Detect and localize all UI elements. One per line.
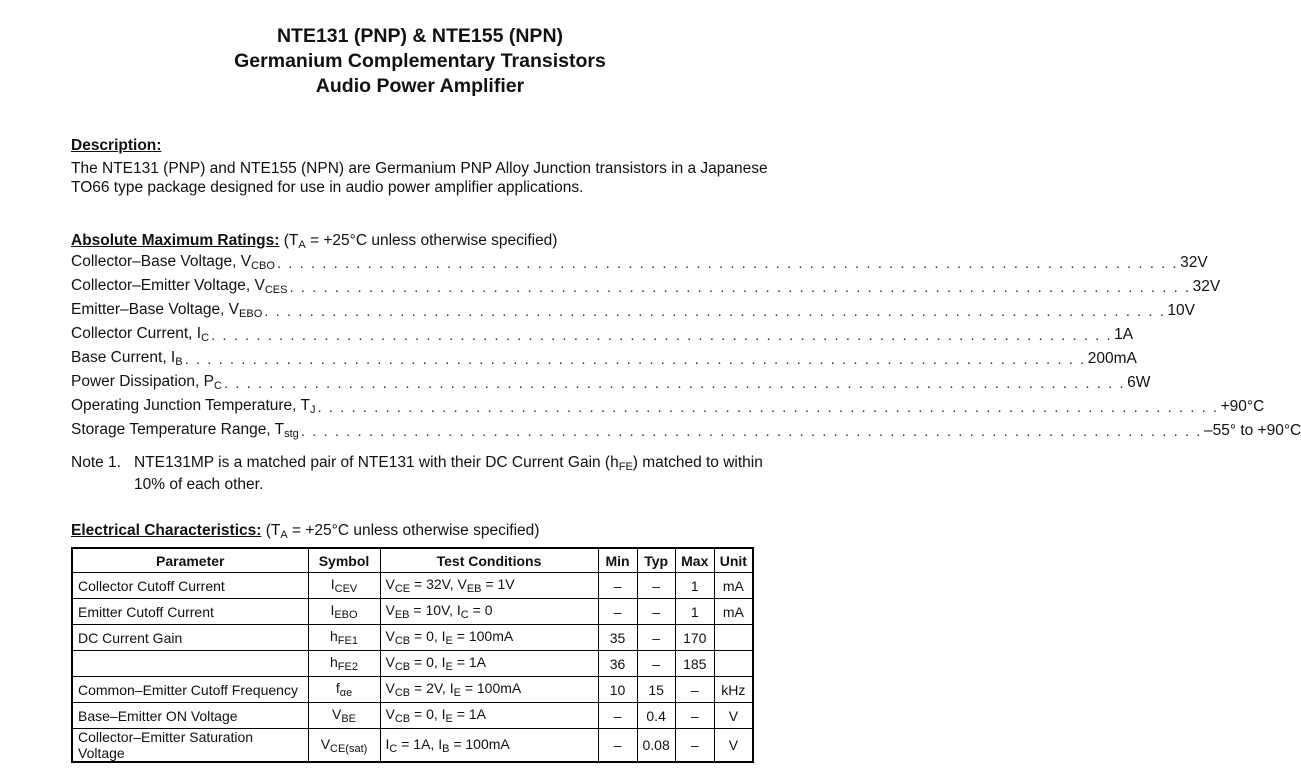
condition-value: = 0, — [410, 628, 442, 644]
rating-label-sub: CBO — [251, 260, 275, 272]
rating-label — [71, 349, 183, 368]
table-row — [72, 573, 753, 599]
rating-label — [71, 421, 299, 440]
leader-dots: . . . . . . . . . . . . . . . . . . . . . . . . . . . . . . . . . . . . . . . . . . . . . . . . . . . . . . . . . . . . . . . . . . . . . . . . . . . . . . . . — [289, 279, 1191, 296]
unit-cell: V — [714, 703, 753, 729]
parameter-cell: Common–Emitter Cutoff Frequency — [72, 677, 308, 703]
typ-cell: – — [637, 625, 675, 651]
column-header: Unit — [714, 548, 753, 573]
rating-label — [71, 277, 287, 296]
rating-label — [71, 253, 275, 272]
rating-label-text: Emitter–Base Voltage, V — [71, 301, 240, 318]
condition-value: = 0, — [410, 706, 442, 722]
rating-label — [71, 397, 315, 416]
rating-row — [71, 346, 1137, 368]
rating-value: –55° to +90°C — [1203, 422, 1301, 439]
rating-row — [71, 250, 1208, 272]
table-row — [72, 729, 753, 763]
typ-cell: – — [637, 573, 675, 599]
rating-row — [71, 274, 1221, 296]
symbol-cell — [308, 599, 380, 625]
condition-sub: CB — [394, 687, 411, 699]
electrical-heading: Electrical Characteristics: — [71, 522, 262, 539]
condition-sub: EB — [466, 583, 482, 595]
leader-dots: . . . . . . . . . . . . . . . . . . . . . . . . . . . . . . . . . . . . . . . . . . . . . . . . . . . . . . . . . . . . . . . . . . . . . . . . . . . . . . . . — [317, 399, 1219, 416]
leader-dots: . . . . . . . . . . . . . . . . . . . . . . . . . . . . . . . . . . . . . . . . . . . . . . . . . . . . . . . . . . . . . . . . . . . . . . . . . . . . . . . . — [300, 423, 1202, 440]
table-row — [72, 677, 753, 703]
unit-cell: V — [714, 729, 753, 763]
note-number: Note 1. — [71, 454, 121, 471]
min-cell: 36 — [598, 651, 637, 677]
condition-sub: E — [445, 635, 453, 647]
condition-value: = 1A — [452, 654, 486, 670]
condition-symbol: V — [385, 628, 395, 644]
leader-dots: . . . . . . . . . . . . . . . . . . . . . . . . . . . . . . . . . . . . . . . . . . . . . . . . . . . . . . . . . . . . . . . . . . . . . . . . . . . . . . . . — [276, 255, 1179, 272]
symbol-cell — [308, 729, 380, 763]
test-conditions-cell — [380, 703, 598, 729]
title-line-2: Germanium Complementary Transistors — [234, 50, 606, 72]
min-cell: 10 — [598, 677, 637, 703]
rating-label-text: Collector–Base Voltage, V — [71, 253, 252, 270]
table-row — [72, 599, 753, 625]
rating-value: 200mA — [1087, 350, 1137, 367]
column-header: Typ — [637, 548, 675, 573]
symbol-text: I — [330, 602, 335, 618]
ratings-header — [71, 232, 557, 251]
symbol-text: h — [330, 628, 338, 644]
min-cell: – — [598, 703, 637, 729]
max-cell: 170 — [675, 625, 714, 651]
symbol-text: V — [331, 706, 342, 722]
rating-label-sub: J — [309, 404, 316, 416]
condition-value: = 1A — [452, 706, 486, 722]
title-line-1: NTE131 (PNP) & NTE155 (NPN) — [276, 25, 564, 47]
condition-sub: C — [389, 742, 398, 755]
rating-label-text: Operating Junction Temperature, T — [71, 397, 310, 414]
condition-symbol: V — [385, 576, 395, 592]
test-conditions-cell — [380, 625, 598, 651]
symbol-text: V — [320, 735, 331, 752]
condition-symbol: I — [449, 680, 454, 696]
symbol-sub: αe — [339, 687, 353, 699]
table-row — [72, 651, 753, 677]
condition-symbol: V — [385, 602, 395, 618]
column-header: Test Conditions — [380, 548, 598, 573]
condition-sub: B — [442, 742, 450, 755]
leader-dots: . . . . . . . . . . . . . . . . . . . . . . . . . . . . . . . . . . . . . . . . . . . . . . . . . . . . . . . . . . . . . . . . . . . . . . . . . . . . . . . . — [223, 375, 1126, 392]
parameter-cell: Collector–Emitter Saturation Voltage — [72, 729, 308, 763]
rating-value: 10V — [1167, 302, 1195, 319]
condition-symbol: V — [385, 706, 395, 722]
condition-sub: E — [453, 687, 461, 699]
typ-cell: 0.4 — [637, 703, 675, 729]
ratings-heading: Absolute Maximum Ratings: — [71, 232, 280, 249]
condition-symbol: V — [457, 576, 467, 592]
rating-label-sub: EBO — [239, 308, 263, 320]
test-conditions-cell — [380, 573, 598, 599]
rating-value: 32V — [1192, 278, 1221, 295]
rating-label — [71, 301, 262, 320]
min-cell: – — [598, 599, 637, 625]
symbol-cell — [308, 677, 380, 703]
max-cell: – — [675, 729, 714, 763]
condition-sub: E — [445, 713, 453, 725]
rating-label-text: Storage Temperature Range, T — [71, 421, 285, 438]
rating-value: +90°C — [1220, 398, 1265, 415]
typ-cell: 0.08 — [637, 729, 675, 763]
column-header: Max — [675, 548, 714, 573]
table-row — [72, 703, 753, 729]
unit-cell — [714, 651, 753, 677]
symbol-sub: FE2 — [337, 661, 358, 673]
symbol-sub: EBO — [334, 609, 358, 621]
condition-value: = 100mA — [460, 680, 522, 696]
condition-value: = 1A, — [397, 735, 439, 752]
max-cell: – — [675, 703, 714, 729]
note-text: NTE131MP is a matched pair of NTE131 with their DC Current Gain $(h_{FE})$ matched to within 10% of each other. — [134, 454, 763, 493]
condition-symbol: I — [441, 654, 446, 670]
condition-value: = 100mA — [452, 628, 514, 644]
test-conditions-cell — [380, 599, 598, 625]
column-header: Symbol — [308, 548, 380, 573]
leader-dots: . . . . . . . . . . . . . . . . . . . . . . . . . . . . . . . . . . . . . . . . . . . . . . . . . . . . . . . . . . . . . . . . . . . . . . . . . . . . . . . . — [264, 303, 1166, 320]
rating-label — [71, 325, 209, 344]
leader-dots: . . . . . . . . . . . . . . . . . . . . . . . . . . . . . . . . . . . . . . . . . . . . . . . . . . . . . . . . . . . . . . . . . . . . . . . . . . . . . . . . — [211, 327, 1113, 344]
description-heading: Description: — [71, 137, 162, 154]
rating-label — [71, 373, 222, 392]
max-cell: 1 — [675, 599, 714, 625]
max-cell: – — [675, 677, 714, 703]
symbol-sub: BE — [341, 713, 357, 725]
condition-sub: C — [460, 609, 469, 621]
test-conditions-cell — [380, 729, 598, 763]
condition-value: = 0 — [468, 602, 493, 618]
unit-cell — [714, 625, 753, 651]
rating-label-text: Power Dissipation, P — [71, 373, 215, 390]
rating-value: 6W — [1127, 374, 1151, 391]
min-cell: – — [598, 573, 637, 599]
test-conditions-cell — [380, 677, 598, 703]
condition-sub: CE — [394, 583, 411, 595]
symbol-cell — [308, 573, 380, 599]
electrical-condition: ($T_A = +25^\circ C$ unless otherwise specified) — [265, 522, 540, 541]
description-text: The NTE131 (PNP) and NTE155 (NPN) are Germanium PNP Alloy Junction transistors in a Japanese TO66 type package designed for use in audio power amplifier applications. — [71, 160, 768, 196]
electrical-characteristics-table — [71, 547, 754, 763]
max-cell: 1 — [675, 573, 714, 599]
rating-row — [71, 298, 1195, 320]
column-header: Min — [598, 548, 637, 573]
leader-dots: . . . . . . . . . . . . . . . . . . . . . . . . . . . . . . . . . . . . . . . . . . . . . . . . . . . . . . . . . . . . . . . . . . . . . . . . . . . . . . . . — [184, 351, 1086, 368]
electrical-header — [71, 522, 539, 541]
symbol-text: f — [335, 680, 340, 696]
rating-label-text: Collector Current, I — [71, 325, 202, 342]
symbol-sub: CEV — [334, 583, 358, 595]
parameter-cell: DC Current Gain — [72, 625, 308, 651]
rating-label-sub: B — [175, 356, 183, 368]
symbol-cell — [308, 651, 380, 677]
condition-value: = 1V — [481, 576, 515, 592]
symbol-cell — [308, 625, 380, 651]
condition-symbol: V — [385, 680, 395, 696]
symbol-text: h — [330, 654, 338, 670]
test-conditions-cell — [380, 651, 598, 677]
condition-symbol: V — [385, 654, 395, 670]
ratings-condition: ($T_A = +25^\circ C$ unless otherwise specified) — [283, 232, 558, 251]
parameter-cell — [72, 651, 308, 677]
rating-label-text: Base Current, I — [71, 349, 176, 366]
rating-label-sub: C — [214, 380, 222, 392]
parameter-cell: Emitter Cutoff Current — [72, 599, 308, 625]
min-cell: – — [598, 729, 637, 763]
unit-cell: mA — [714, 599, 753, 625]
table-header-row — [72, 548, 753, 573]
typ-cell: – — [637, 599, 675, 625]
condition-value: = 32V, — [410, 576, 458, 592]
condition-sub: E — [445, 661, 453, 673]
rating-value: 32V — [1180, 254, 1208, 271]
condition-symbol: I — [441, 706, 446, 722]
condition-symbol: I — [441, 628, 446, 644]
condition-symbol: I — [385, 735, 390, 752]
condition-symbol: I — [456, 602, 461, 618]
title-line-3: Audio Power Amplifier — [315, 75, 525, 97]
condition-sub: EB — [394, 609, 410, 621]
condition-value: = 10V, — [409, 602, 457, 618]
symbol-sub: CE(sat) — [330, 742, 368, 755]
rating-label-sub: CES — [264, 284, 288, 296]
parameter-cell: Collector Cutoff Current — [72, 573, 308, 599]
rating-row — [71, 394, 1265, 416]
typ-cell: 15 — [637, 677, 675, 703]
condition-symbol: I — [438, 735, 443, 752]
unit-cell: kHz — [714, 677, 753, 703]
symbol-text: I — [330, 576, 335, 592]
typ-cell: – — [637, 651, 675, 677]
rating-label-sub: stg — [284, 428, 299, 440]
condition-value: = 2V, — [410, 680, 450, 696]
condition-sub: CB — [394, 635, 411, 647]
condition-value: = 100mA — [449, 735, 510, 752]
rating-row — [71, 322, 1134, 344]
parameter-cell: Base–Emitter ON Voltage — [72, 703, 308, 729]
symbol-cell — [308, 703, 380, 729]
unit-cell: mA — [714, 573, 753, 599]
table-row — [72, 625, 753, 651]
rating-label-text: Collector–Emitter Voltage, V — [71, 277, 265, 294]
column-header: Parameter — [72, 548, 308, 573]
condition-value: = 0, — [410, 654, 442, 670]
rating-row — [71, 418, 1301, 440]
rating-row — [71, 370, 1151, 392]
condition-sub: CB — [394, 661, 411, 673]
rating-value: 1A — [1114, 326, 1134, 343]
min-cell: 35 — [598, 625, 637, 651]
symbol-sub: FE1 — [337, 635, 358, 647]
rating-label-sub: C — [201, 332, 210, 344]
max-cell: 185 — [675, 651, 714, 677]
condition-sub: CB — [394, 713, 411, 725]
